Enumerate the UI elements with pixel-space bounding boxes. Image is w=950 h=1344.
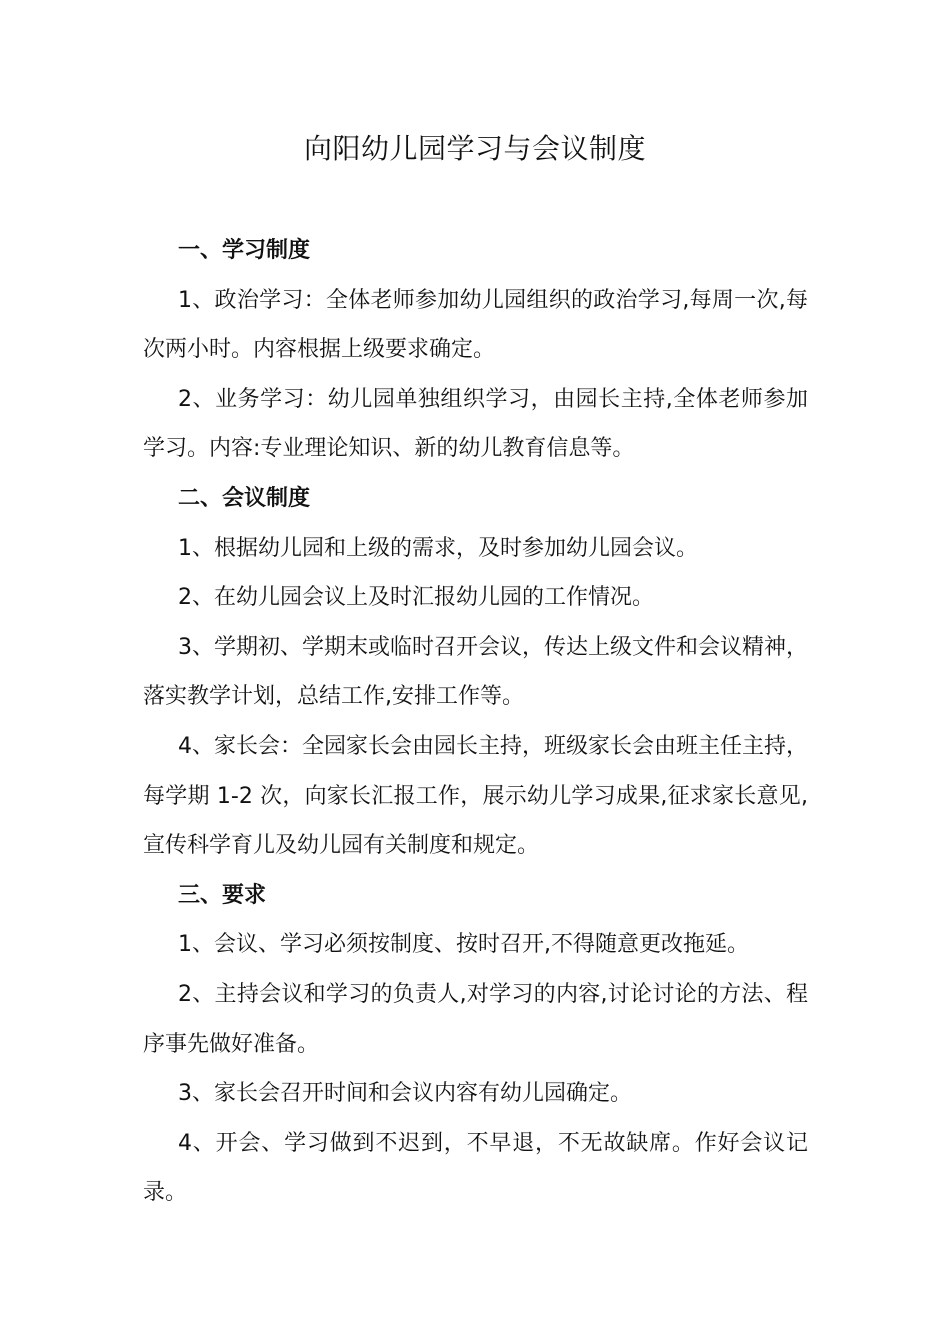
document-body <box>143 226 808 1218</box>
requirement-item-2: 2、主持会议和学习的负责人,对学习的内容,讨论讨论的方法、程序事先做好准备。 <box>143 981 808 1057</box>
study-item-2: 2、业务学习：幼儿园单独组织学习，由园长主持,全体老师参加学习。内容:专业理论知识、新的幼儿教育信息等。 <box>143 386 808 462</box>
meeting-item-4: 4、家长会：全园家长会由园长主持，班级家长会由班主任主持，每学期 1-2 次，向家长汇报工作，展示幼儿学习成果,征求家长意见,宣传科学育儿及幼儿园有关制度和规定。 <box>143 733 808 859</box>
requirement-item-4: 4、开会、学习做到不迟到，不早退，不无故缺席。作好会议记录。 <box>143 1130 808 1206</box>
section-heading-study: 一、学习制度 <box>178 238 311 263</box>
section-heading-requirements: 三、要求 <box>178 882 267 908</box>
requirement-item-1: 1、会议、学习必须按制度、按时召开,不得随意更改拖延。 <box>178 932 749 958</box>
meeting-item-2: 2、在幼儿园会议上及时汇报幼儿园的工作情况。 <box>178 585 654 611</box>
meeting-item-3: 3、学期初、学期末或临时召开会议，传达上级文件和会议精神，落实教学计划，总结工作,安排工作等。 <box>143 634 808 710</box>
meeting-item-1: 1、根据幼儿园和上级的需求，及时参加幼儿园会议。 <box>178 535 698 561</box>
section-heading-meeting: 二、会议制度 <box>178 485 311 511</box>
study-item-1: 1、政治学习：全体老师参加幼儿园组织的政治学习,每周一次,每次两小时。内容根据上级要求确定。 <box>143 287 808 363</box>
requirement-item-3: 3、家长会召开时间和会议内容有幼儿园确定。 <box>178 1081 632 1107</box>
document-title: 向阳幼儿园学习与会议制度 <box>303 132 646 165</box>
